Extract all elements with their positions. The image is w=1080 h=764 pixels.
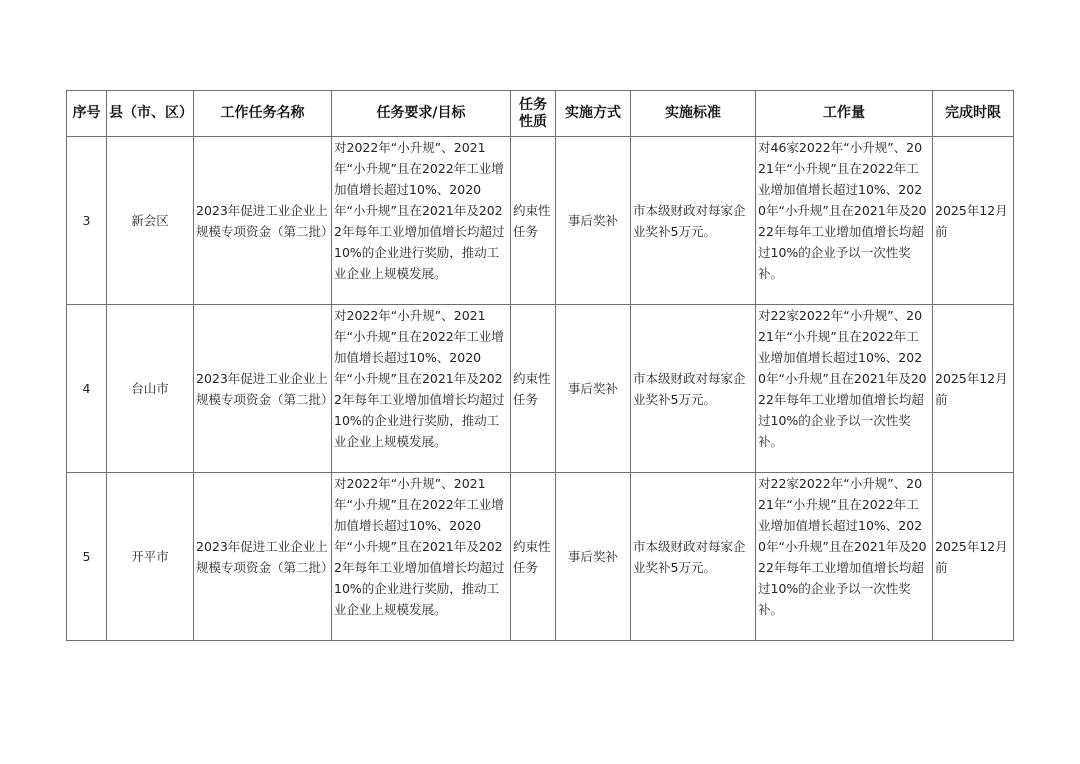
header-deadline: 完成时限 (933, 91, 1014, 137)
table-row (67, 305, 1014, 473)
header-requirement: 任务要求/目标 (332, 91, 511, 137)
cell-deadline: 2025年12月前 (933, 473, 1014, 641)
header-row (67, 91, 1014, 137)
header-seq: 序号 (67, 91, 107, 137)
task-table (66, 90, 1014, 641)
cell-workload: 对22家2022年“小升规”、2021年“小升规”且在2022年工业增加值增长超过10%、2020年“小升规”且在2021年及2022年每年工业增加值增长均超过10%的企业予以一次性奖补。 (756, 305, 933, 473)
header-task-name: 工作任务名称 (194, 91, 332, 137)
cell-workload: 对22家2022年“小升规”、2021年“小升规”且在2022年工业增加值增长超过10%、2020年“小升规”且在2021年及2022年每年工业增加值增长均超过10%的企业予以一次性奖补。 (756, 473, 933, 641)
cell-method: 事后奖补 (556, 473, 631, 641)
header-county: 县（市、区） (107, 91, 194, 137)
cell-county: 新会区 (107, 137, 194, 305)
cell-nature: 约束性任务 (511, 473, 556, 641)
cell-deadline: 2025年12月前 (933, 137, 1014, 305)
cell-task-name: 2023年促进工业企业上规模专项资金（第二批） (194, 473, 332, 641)
header-workload: 工作量 (756, 91, 933, 137)
cell-method: 事后奖补 (556, 305, 631, 473)
cell-seq: 5 (67, 473, 107, 641)
cell-task-name: 2023年促进工业企业上规模专项资金（第二批） (194, 137, 332, 305)
cell-county: 开平市 (107, 473, 194, 641)
cell-requirement: 对2022年“小升规”、2021年“小升规”且在2022年工业增加值增长超过10%、2020年“小升规”且在2021年及2022年每年工业增加值增长均超过10%的企业进行奖励，推动工业企业上规模发展。 (332, 473, 511, 641)
cell-nature: 约束性任务 (511, 305, 556, 473)
header-nature: 任务性质 (511, 91, 556, 137)
cell-county: 台山市 (107, 305, 194, 473)
cell-requirement: 对2022年“小升规”、2021年“小升规”且在2022年工业增加值增长超过10%、2020年“小升规”且在2021年及2022年每年工业增加值增长均超过10%的企业进行奖励，推动工业企业上规模发展。 (332, 305, 511, 473)
cell-requirement: 对2022年“小升规”、2021年“小升规”且在2022年工业增加值增长超过10%、2020年“小升规”且在2021年及2022年每年工业增加值增长均超过10%的企业进行奖励，推动工业企业上规模发展。 (332, 137, 511, 305)
cell-method: 事后奖补 (556, 137, 631, 305)
cell-seq: 4 (67, 305, 107, 473)
cell-task-name: 2023年促进工业企业上规模专项资金（第二批） (194, 305, 332, 473)
cell-standard: 市本级财政对每家企业奖补5万元。 (631, 305, 756, 473)
cell-deadline: 2025年12月前 (933, 305, 1014, 473)
table-row (67, 137, 1014, 305)
cell-nature: 约束性任务 (511, 137, 556, 305)
header-method: 实施方式 (556, 91, 631, 137)
cell-standard: 市本级财政对每家企业奖补5万元。 (631, 137, 756, 305)
header-standard: 实施标准 (631, 91, 756, 137)
cell-standard: 市本级财政对每家企业奖补5万元。 (631, 473, 756, 641)
cell-workload: 对46家2022年“小升规”、2021年“小升规”且在2022年工业增加值增长超过10%、2020年“小升规”且在2021年及2022年每年工业增加值增长均超过10%的企业予以一次性奖补。 (756, 137, 933, 305)
table-row (67, 473, 1014, 641)
cell-seq: 3 (67, 137, 107, 305)
